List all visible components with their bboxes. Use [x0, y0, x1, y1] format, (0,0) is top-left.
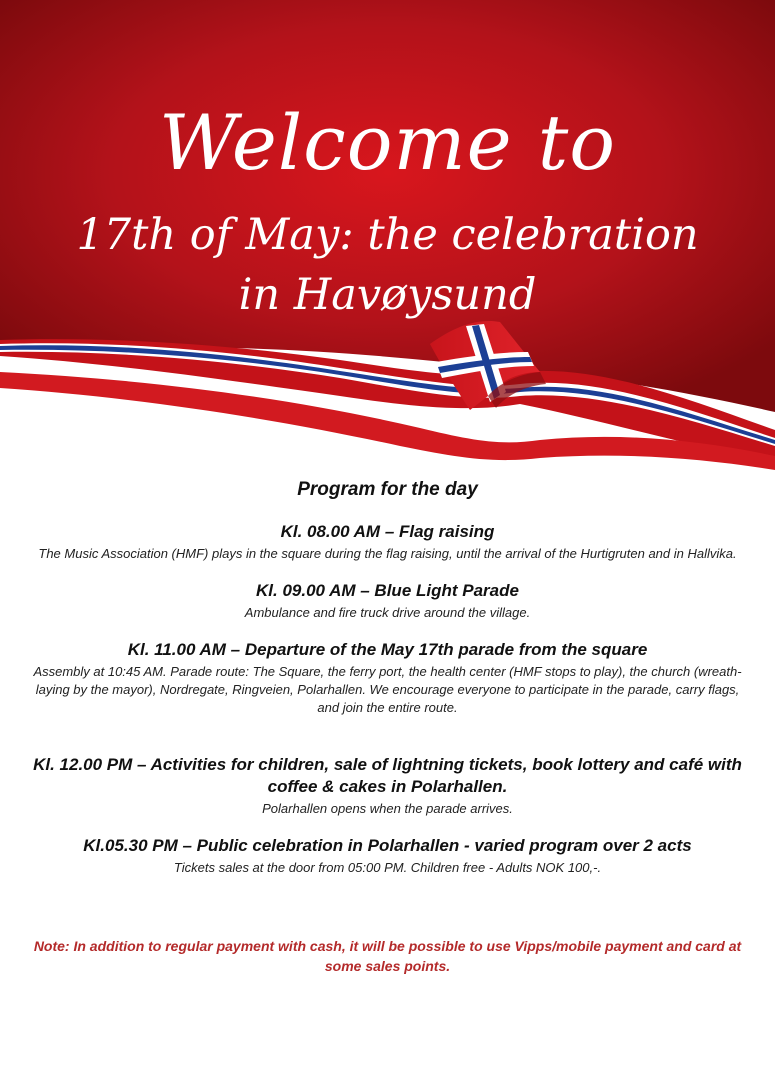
event-subtitle-line2: in Havøysund [238, 270, 537, 320]
program-event [0, 580, 775, 622]
event-description: Polarhallen opens when the parade arrives. [262, 801, 513, 816]
event-time-title: Kl. 12.00 PM – Activities for children, sale of lightning tickets, book lottery and café with coffee & cakes in Polarhallen. [33, 755, 742, 796]
event-description: The Music Association (HMF) plays in the square during the flag raising, until the arrival of the Hurtigruten and in Hallvika. [38, 546, 737, 561]
spacer [0, 734, 775, 754]
event-description: Ambulance and fire truck drive around the village. [244, 605, 531, 620]
payment-note: Note: In addition to regular payment with cash, it will be possible to use Vipps/mobile payment and card at some sales points. [33, 938, 742, 974]
event-subtitle-line1: 17th of May: the celebration [76, 210, 699, 260]
event-time-title: Kl. 11.00 AM – Departure of the May 17th parade from the square [127, 640, 648, 659]
event-time-title: Kl. 08.00 AM – Flag raising [280, 522, 495, 541]
welcome-title: Welcome to [158, 98, 617, 187]
program-event [0, 754, 775, 818]
program-event [0, 639, 775, 717]
event-time-title: Kl. 09.00 AM – Blue Light Parade [256, 581, 519, 600]
program-event [0, 835, 775, 877]
event-description: Tickets sales at the door from 05:00 PM. Children free - Adults NOK 100,-. [173, 860, 602, 875]
program-heading: Program for the day [297, 479, 478, 500]
event-description: Assembly at 10:45 AM. Parade route: The Square, the ferry port, the health center (HMF stops to play), the church (wreath-laying by the mayor), Nordregate, Ringveien, Polarhallen. We encourage everyone to participate in the parade, carry flags, and join the entire route. [33, 664, 742, 715]
event-time-title: Kl.05.30 PM – Public celebration in Polarhallen - varied program over 2 acts [83, 836, 692, 855]
program-event [0, 521, 775, 563]
program-section [0, 478, 775, 894]
